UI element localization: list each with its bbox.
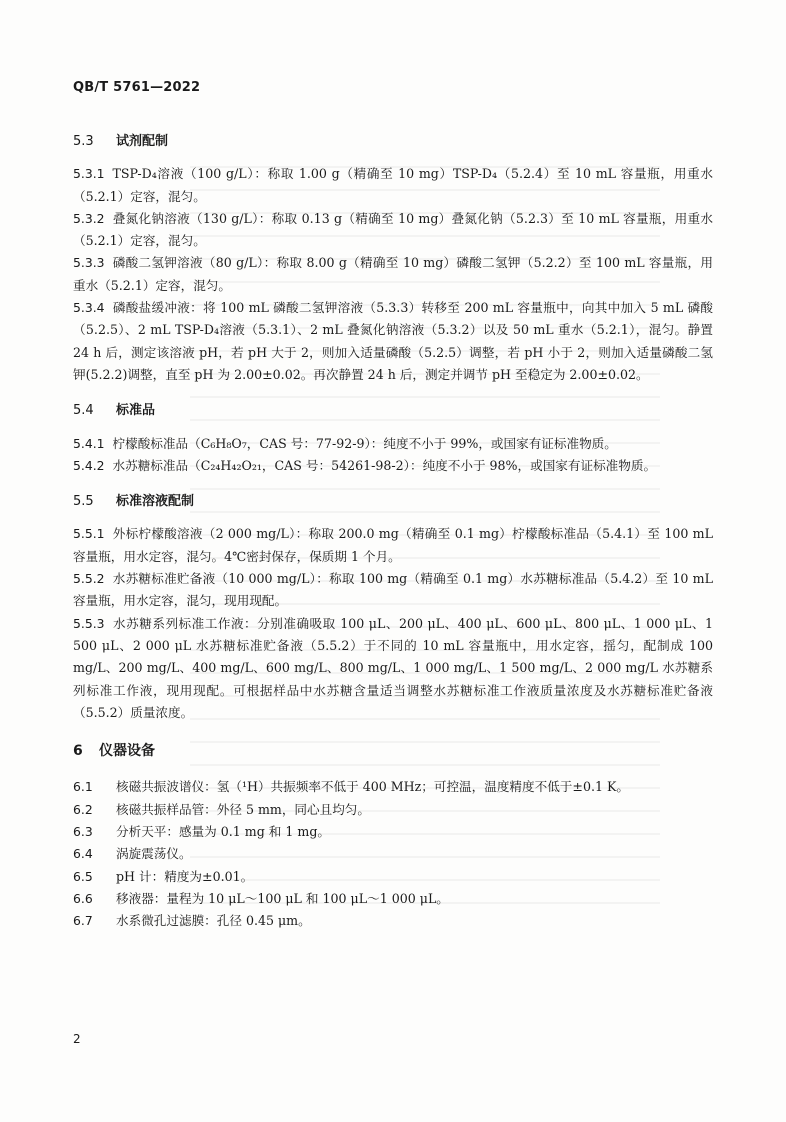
clause-text: 核磁共振样品管：外径 5 mm，同心且均匀。 [116, 801, 370, 817]
clause-number: 5.3.4 [73, 300, 105, 316]
clause-number: 6.5 [73, 868, 93, 884]
clause-text: 水苏糖系列标准工作液：分别准确吸取 100 μL、200 μL、400 μL、600 μL、800 μL、1 000 μL、1 500 μL、2 000 μL 水苏糖标准贮备液（5.5.2）于不同的 10 mL 容量瓶中，用水定容，摇匀，配制成 100 mg/L、200 mg/L、400 mg/L、600 mg/L、800 mg/L、1 000 mg/L、1 500 mg/L、2 000 mg/L 水苏糖系列标准工作液，现用现配。可根据样品中水苏糖含量适当调整水苏糖标准工作液质量浓度及水苏糖标准贮备液（5.5.2）质量浓度。 [73, 615, 713, 720]
list-item [73, 888, 713, 910]
section-heading-6 [73, 740, 713, 762]
clause-number: 6.6 [73, 890, 93, 906]
section-title: 仪器设备 [99, 743, 155, 760]
paragraph-5-3-4 [73, 297, 713, 386]
clause-number: 6.4 [73, 846, 93, 862]
section-title: 试剂配制 [116, 134, 169, 149]
clause-text: 水系微孔过滤膜：孔径 0.45 μm。 [116, 913, 311, 929]
clause-text: 磷酸二氢钾溶液（80 g/L）：称取 8.00 g（精确至 10 mg）磷酸二氢钾（5.2.2）至 100 mL 容量瓶，用重水（5.2.1）定容，混匀。 [73, 255, 713, 293]
list-item [73, 843, 713, 865]
section-heading-5-4 [73, 400, 713, 422]
clause-number: 5.5.1 [73, 526, 105, 542]
section-number: 5.5 [73, 494, 94, 510]
list-item [73, 910, 713, 932]
clause-number: 6.7 [73, 913, 93, 929]
clause-number: 5.4.2 [73, 457, 105, 473]
section-number: 5.3 [73, 134, 94, 149]
clause-number: 5.5.2 [73, 571, 105, 587]
document-body [73, 131, 713, 933]
clause-number: 5.3.2 [73, 210, 105, 226]
clause-text: 磷酸盐缓冲液：将 100 mL 磷酸二氢钾溶液（5.3.3）转移至 200 mL 容量瓶中，向其中加入 5 mL 磷酸（5.2.5）、2 mL TSP-D₄溶液（5.3.1）、2 mL 叠氮化钠溶液（5.3.2）以及 50 mL 重水（5.2.1），混匀。静置 24 h 后，测定该溶液 pH，若 pH 大于 2，则加入适量磷酸（5.2.5）调整，若 pH 小于 2，则加入适量磷酸二氢钾(5.2.2)调整，直至 pH 为 2.00±0.02。再次静置 24 h 后，测定并调节 pH 至稳定为 2.00±0.02。 [73, 300, 713, 382]
paragraph-5-5-1 [73, 523, 713, 568]
section-heading-5-3 [73, 131, 713, 153]
clause-number: 6.1 [73, 779, 93, 795]
clause-number: 5.3.3 [73, 255, 105, 271]
clause-text: 水苏糖标准品（C₂₄H₄₂O₂₁，CAS 号：54261-98-2）：纯度不小于 98%，或国家有证标准物质。 [112, 457, 657, 473]
paragraph-5-5-2 [73, 568, 713, 613]
list-item [73, 821, 713, 843]
clause-text: 柠檬酸标准品（C₆H₈O₇，CAS 号：77-92-9）：纯度不小于 99%，或国家有证标准物质。 [112, 435, 617, 451]
clause-text: 叠氮化钠溶液（130 g/L）：称取 0.13 g（精确至 10 mg）叠氮化钠（5.2.3）至 10 mL 容量瓶，用重水（5.2.1）定容，混匀。 [73, 210, 713, 249]
clause-text: 外标柠檬酸溶液（2 000 mg/L）：称取 200.0 mg（精确至 0.1 mg）柠檬酸标准品（5.4.1）至 100 mL 容量瓶，用水定容，混匀。4℃密封保存，保质期 1 个月。 [73, 526, 713, 564]
paragraph-5-4-1 [73, 433, 713, 455]
list-item [73, 866, 713, 888]
clause-text: 水苏糖标准贮备液（10 000 mg/L）：称取 100 mg（精确至 0.1 mg）水苏糖标准品（5.4.2）至 10 mL 容量瓶，用水定容，混匀，现用现配。 [73, 571, 713, 609]
paragraph-5-3-2 [73, 208, 713, 253]
clause-text: pH 计：精度为±0.01。 [116, 868, 254, 884]
clause-text: 核磁共振波谱仪：氢（¹H）共振频率不低于 400 MHz；可控温，温度精度不低于±0.1 K。 [116, 779, 629, 795]
clause-number: 6.3 [73, 824, 93, 840]
paragraph-5-4-2 [73, 455, 713, 477]
clause-number: 5.5.3 [73, 615, 105, 631]
clause-number: 5.4.1 [73, 435, 105, 451]
list-item [73, 776, 713, 798]
clause-text: 分析天平：感量为 0.1 mg 和 1 mg。 [116, 824, 331, 840]
section-number: 6 [73, 743, 83, 760]
page-number: 2 [73, 1032, 81, 1046]
section-title: 标准溶液配制 [116, 494, 195, 510]
clause-number: 6.2 [73, 801, 93, 817]
paragraph-5-5-3 [73, 613, 713, 724]
clause-text: 涡旋震荡仪。 [116, 846, 192, 862]
clause-text: 移液器：量程为 10 μL～100 μL 和 100 μL～1 000 μL。 [116, 890, 449, 906]
document-id: QB/T 5761—2022 [73, 80, 201, 95]
clause-text: TSP-D₄溶液（100 g/L）：称取 1.00 g（精确至 10 mg）TSP-D₄（5.2.4）至 10 mL 容量瓶，用重水（5.2.1）定容，混匀。 [73, 166, 713, 204]
paragraph-5-3-1 [73, 163, 713, 208]
section-title: 标准品 [116, 403, 156, 419]
clause-number: 5.3.1 [73, 166, 105, 182]
list-item [73, 799, 713, 821]
section-heading-5-5 [73, 491, 713, 513]
section-number: 5.4 [73, 403, 94, 419]
paragraph-5-3-3 [73, 252, 713, 297]
